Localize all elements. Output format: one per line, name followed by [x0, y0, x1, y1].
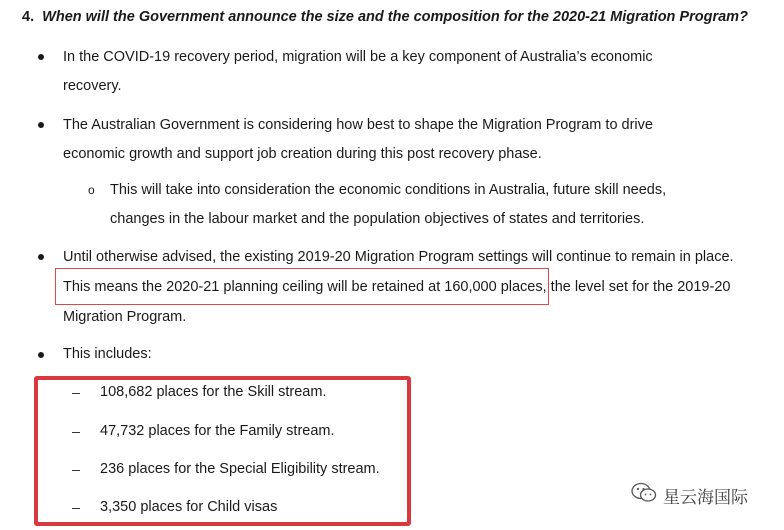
bullet-1-line-1: In the COVID-19 recovery period, migration will be a key component of Australia’s economic	[63, 49, 653, 65]
bullet-3-line-3: Migration Program.	[63, 309, 187, 325]
bullet-icon	[38, 54, 44, 60]
highlighted-ceiling-text: This means the 2020-21 planning ceiling will be retained at 160,000 places,	[63, 279, 547, 295]
bullet-1-line-2: recovery.	[63, 78, 122, 94]
highlight-box-ceiling	[55, 268, 549, 305]
question-heading	[22, 9, 748, 25]
sub-bullet-line-1: This will take into consideration the economic conditions in Australia, future skill needs,	[110, 182, 667, 198]
dash-icon	[72, 432, 80, 433]
bullet-4-text: This includes:	[63, 346, 152, 362]
dash-icon	[72, 470, 80, 471]
dash-icon	[72, 393, 80, 394]
wechat-icon	[631, 482, 657, 509]
include-item-family: 47,732 places for the Family stream.	[100, 423, 335, 439]
question-number: 4.	[22, 9, 35, 25]
bullet-2-line-2: economic growth and support job creation during this post recovery phase.	[63, 146, 542, 162]
question-text: When will the Government announce the size and the composition for the 2020-21 Migration Program?	[42, 9, 748, 25]
include-item-special: 236 places for the Special Eligibility stream.	[100, 461, 380, 477]
bullet-icon	[38, 352, 44, 358]
sub-bullet-line-2: changes in the labour market and the population objectives of states and territories.	[110, 211, 645, 227]
bullet-icon	[38, 122, 44, 128]
bullet-icon	[38, 254, 44, 260]
include-item-skill: 108,682 places for the Skill stream.	[100, 384, 327, 400]
dash-icon	[72, 508, 80, 509]
bullet-3-line-1: Until otherwise advised, the existing 2019-20 Migration Program settings will continue to remain in place.	[63, 249, 734, 265]
include-item-child: 3,350 places for Child visas	[100, 499, 278, 515]
bullet-2-line-1: The Australian Government is considering how best to shape the Migration Program to drive	[63, 117, 653, 133]
circle-bullet-icon: o	[88, 183, 95, 197]
watermark-text: 星云海国际	[663, 488, 748, 508]
watermark	[631, 482, 748, 509]
level-text: the level set for the 2019-20	[546, 279, 731, 295]
